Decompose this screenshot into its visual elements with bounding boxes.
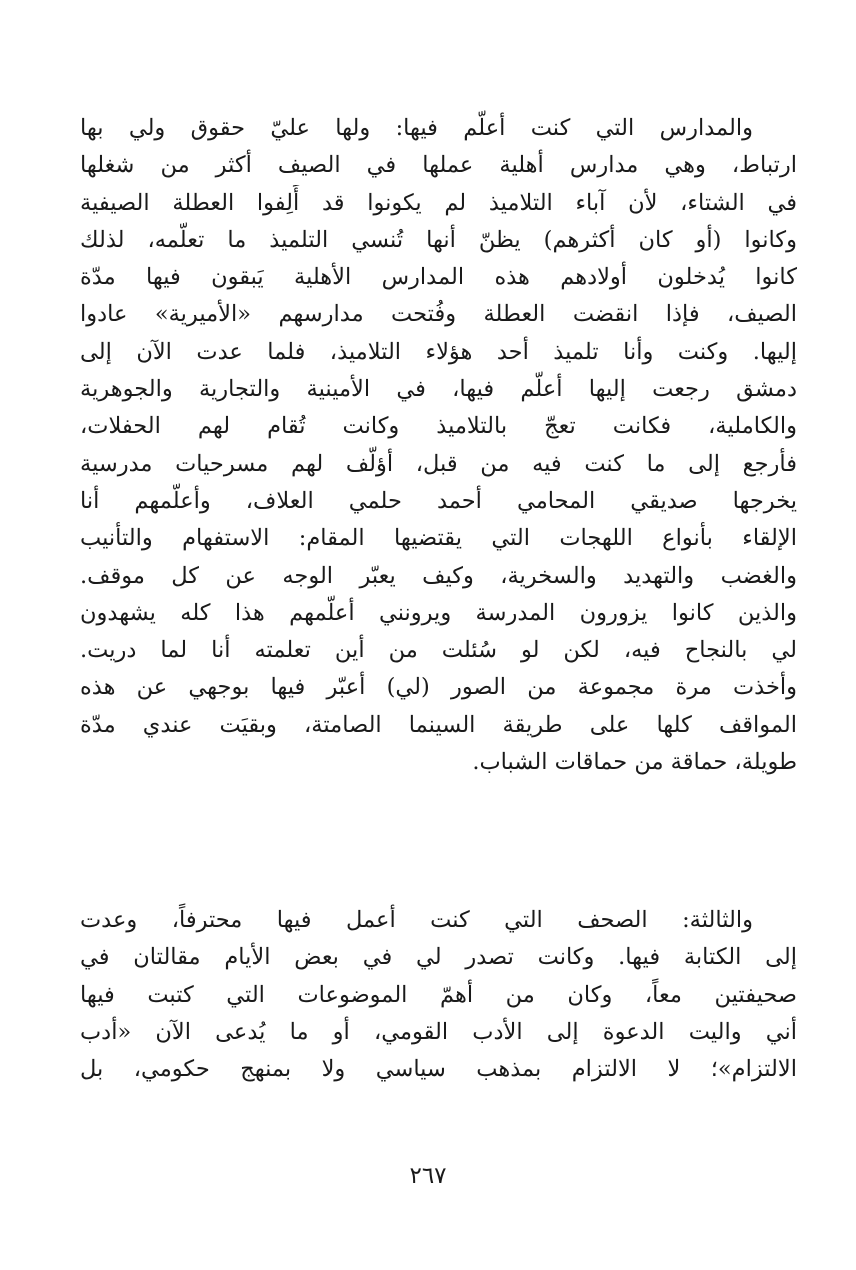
text-line: المواقف كلها على طريقة السينما الصامتة، وبقيَت عندي مدّة: [80, 711, 797, 738]
text-line: دمشق رجعت إليها أعلّم فيها، في الأمينية والتجارية والجوهرية: [80, 376, 797, 403]
text-line: وكانوا (أو كان أكثرهم) يظنّ أنها تُنسي التلميذ ما تعلّمه، لذلك: [80, 226, 797, 253]
text-line: والذين كانوا يزورون المدرسة ويرونني أعلّمهم هذا كله يشهدون: [80, 599, 797, 626]
text-line: طويلة، حماقة من حماقات الشباب.: [472, 749, 797, 776]
paragraph-1: [80, 110, 797, 781]
text-line: إليها. وكنت وأنا تلميذ أحد هؤلاء التلاميذ، فلما عدت الآن إلى: [80, 338, 797, 365]
text-line: والغضب والتهديد والسخرية، وكيف يعبّر الوجه عن كل موقف.: [80, 562, 797, 589]
text-line: لي بالنجاح فيه، لكن لو سُئلت من أين تعلمته أنا لما دريت.: [80, 637, 797, 664]
text-line: الصيف، فإذا انقضت العطلة وفُتحت مدارسهم «الأميرية» عادوا: [80, 301, 797, 328]
text-line: ارتباط، وهي مدارس أهلية عملها في الصيف أكثر من شغلها: [80, 152, 797, 179]
text-line: صحيفتين معاً، وكان من أهمّ الموضوعات التي كتبت فيها: [80, 981, 797, 1008]
text-line: فأرجع إلى ما كنت فيه من قبل، أؤلّف لهم مسرحيات مدرسية: [80, 450, 797, 477]
text-line: والكاملية، فكانت تعجّ بالتلاميذ وكانت تُقام لهم الحفلات،: [80, 413, 797, 440]
page-number: ٢٦٧: [409, 1163, 447, 1189]
text-line: في الشتاء، لأن آباء التلاميذ لم يكونوا قد أَلِفوا العطلة الصيفية: [80, 189, 797, 216]
text-line: الإلقاء بأنواع اللهجات التي يقتضيها المقام: الاستفهام والتأنيب: [80, 525, 797, 552]
text-line: أني واليت الدعوة إلى الأدب القومي، أو ما يُدعى الآن «أدب: [80, 1018, 797, 1045]
text-line: والثالثة: الصحف التي كنت أعمل فيها محترفاً، وعدت: [80, 907, 753, 933]
text-line: الالتزام»؛ لا الالتزام بمذهب سياسي ولا بمنهج حكومي، بل: [80, 1056, 797, 1083]
text-line: إلى الكتابة فيها. وكانت تصدر لي في بعض الأيام مقالتان في: [80, 944, 797, 971]
text-line: وأخذت مرة مجموعة من الصور (لي) أعبّر فيها بوجهي عن هذه: [80, 674, 797, 701]
text-line: كانوا يُدخلون أولادهم هذه المدارس الأهلية يَبقون فيها مدّة: [80, 264, 797, 291]
text-line: يخرجها صديقي المحامي أحمد حلمي العلاف، وأعلّمهم أنا: [80, 487, 797, 514]
text-line: والمدارس التي كنت أعلّم فيها: ولها عليّ حقوق ولي بها: [80, 115, 753, 141]
paragraph-2: [80, 902, 797, 1088]
